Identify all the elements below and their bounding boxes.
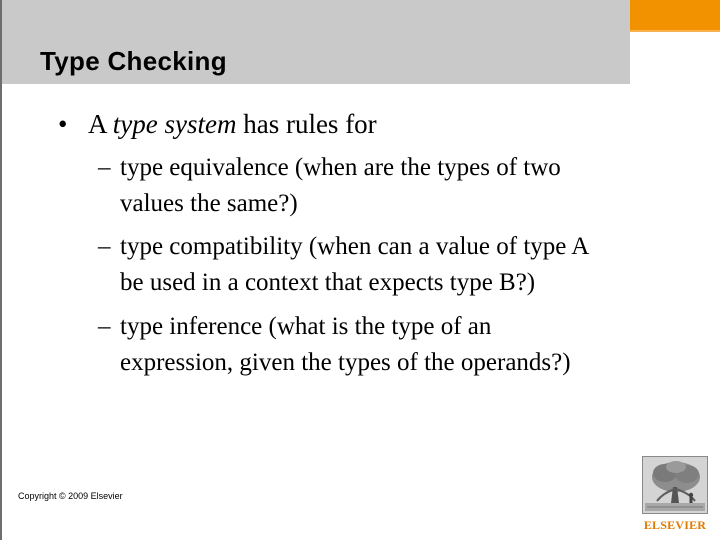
sub-bullet-line1: type inference (what is the type of an bbox=[120, 313, 492, 340]
sub-bullet-dash: – bbox=[98, 233, 111, 260]
sub-bullet-line1: type compatibility (when can a value of type A bbox=[120, 233, 590, 260]
sub-bullet-type-inference bbox=[98, 309, 571, 381]
copyright-notice: Copyright © 2009 Elsevier bbox=[18, 491, 123, 501]
sub-bullet-type-equivalence bbox=[98, 150, 561, 222]
sub-bullet-line2: expression, given the types of the operands?) bbox=[120, 349, 571, 376]
slide-title: Type Checking bbox=[40, 46, 227, 76]
elsevier-wordmark: ELSEVIER bbox=[643, 518, 707, 532]
main-bullet-suffix: has rules for bbox=[236, 109, 377, 139]
orange-accent-block bbox=[630, 0, 720, 30]
sub-bullet-line1: type equivalence (when are the types of two bbox=[120, 154, 561, 181]
orange-accent-line bbox=[630, 30, 720, 32]
main-bullet bbox=[58, 106, 377, 142]
main-bullet-emphasis: type system bbox=[112, 109, 237, 139]
sub-bullet-line2: be used in a context that expects type B?) bbox=[120, 269, 536, 296]
bullet-marker: • bbox=[58, 109, 68, 139]
sub-bullet-dash: – bbox=[98, 154, 111, 181]
elsevier-logo bbox=[640, 456, 710, 540]
main-bullet-prefix: A bbox=[88, 109, 113, 139]
sub-bullet-type-compatibility bbox=[98, 229, 589, 301]
sub-bullet-line2: values the same?) bbox=[120, 190, 298, 217]
elsevier-tree-logo-icon bbox=[642, 456, 708, 514]
sub-bullet-dash: – bbox=[98, 313, 111, 340]
